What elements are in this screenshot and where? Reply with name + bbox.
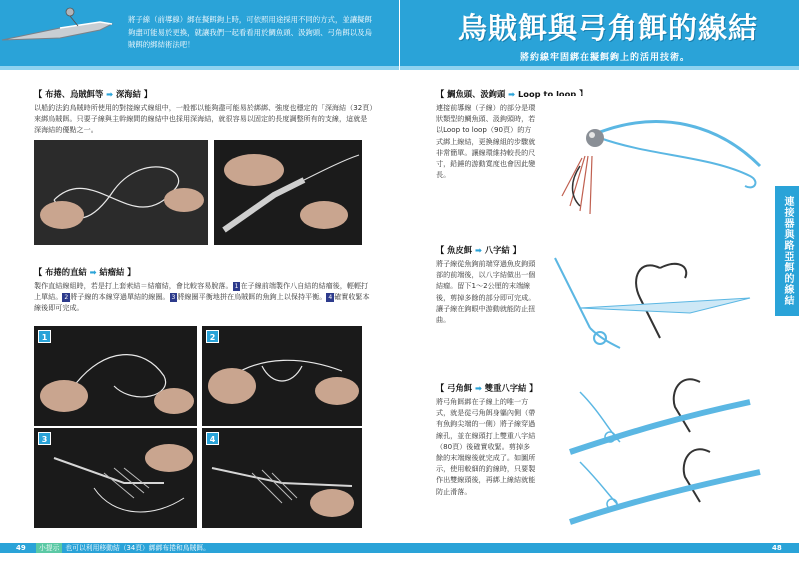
step-badge: 1 — [234, 283, 239, 290]
section-head-suffix: 結瘤結 】 — [96, 267, 136, 277]
tip-badge: 小提示 — [36, 543, 62, 553]
section-head-prefix: 【 弓角餌 — [436, 383, 475, 393]
page-subtitle: 將約線牢固綁在擬餌鉤上的活用技術。 — [520, 53, 691, 63]
step-number-4: 4 — [206, 432, 219, 445]
diagram-loop-to-loop — [540, 96, 770, 226]
arrow-icon: ➡ — [474, 383, 482, 393]
section-head-deep-sea-knot — [34, 88, 152, 100]
section-head-suffix: 雙重八字結 】 — [481, 383, 538, 393]
step-number-1: 1 — [38, 330, 51, 343]
lure-photo — [0, 0, 118, 66]
text-part: 確實收緊本線後即可完成。 — [34, 292, 370, 313]
section-head-stopper-knot — [34, 266, 135, 278]
section-head-double-figure-eight — [436, 382, 537, 394]
arrow-icon: ➡ — [474, 245, 482, 255]
step-number-2: 2 — [206, 330, 219, 343]
section-head-suffix: 八字結 】 — [481, 245, 521, 255]
header-stripe — [0, 66, 399, 70]
section-head-prefix: 【 布捲、烏賊餌等 — [34, 89, 107, 99]
text-part: 將子線的本線穿過單結的線圈。 — [70, 292, 170, 302]
page-number-left: 49 — [16, 544, 26, 552]
text-part: 將線圈平衡地拼在烏賊餌的魚鉤上以保持平衡。 — [177, 292, 327, 302]
chapter-side-tab: 連接器與路亞餌的線結 — [775, 186, 799, 316]
left-page — [0, 0, 399, 567]
photo-loop-knot — [34, 140, 208, 245]
photo-step-1 — [34, 326, 197, 426]
arrow-icon: ➡ — [89, 267, 97, 277]
page-title: 烏賊餌與弓角餌的線結 — [457, 11, 758, 45]
arrow-icon: ➡ — [508, 89, 516, 99]
section-head-prefix: 【 鯛魚頭、汲鉤頭 — [436, 89, 509, 99]
diagram-double-figure-eight — [550, 372, 772, 532]
section-text-deep-sea-knot: 以船釣法釣烏賊時所使用的對接線式線組中，一般都以能夠盡可能易於綁綁、強度也穩定的「深海結（32頁）來綁烏賊餌。只要子線與主幹線間的線結中也採用深海結，就很容易以固定的長度調整所有的支線，這就是深海結的優點之一。 — [34, 103, 373, 135]
right-page — [400, 0, 799, 567]
section-head-suffix: Loop to loop 】 — [515, 89, 588, 99]
section-text-double-figure-eight: 將弓角餌綁在子線上的唯一方式，就是從弓角餌身軀內側（帶有魚鉤尖端的一側）將子線穿過線孔，並在線頭打上雙重八字結（80頁）後確實收緊。剪掉多餘的末端線後就完成了。如圖所示，使用較細的釣線時，只要製作出雙線頭後，再綁上線結就能防止滑落。 — [436, 397, 536, 496]
text-part: 製作直結線組時，若是打上套索結＝結瘤結，會比較容易脫落。 — [34, 281, 233, 290]
photo-step-3 — [34, 428, 197, 528]
step-badge: 4 — [328, 294, 333, 302]
section-text-figure-eight: 將子線從魚鉤前端穿過魚皮鉤頭部的前端後，以八字結做出一個結瘤。留下1～2公厘的末端線後，剪掉多餘的部分即可完成。讓子線在鉤眼中游動就能防止扭曲。 — [436, 259, 536, 325]
step-number-3: 3 — [38, 432, 51, 445]
section-head-figure-eight — [436, 244, 521, 256]
step-badge: 2 — [64, 294, 69, 302]
header-stripe — [400, 66, 799, 70]
photo-lure-knot — [214, 140, 362, 245]
section-text-loop-to-loop: 連接前導線（子線）的部分是環狀類型的鯛魚頭、汲鉤頭時，若以Loop to loop（90頁）的方式綁上線結，更換線組的步驟就非常簡單。讓線環維持較長的尺寸，鉛錘的游動寬度也會因此變長。 — [436, 103, 536, 180]
section-text-stopper-knot — [34, 280, 374, 314]
photo-step-4 — [202, 428, 362, 528]
section-head-prefix: 【 魚皮餌 — [436, 245, 475, 255]
step-badge: 3 — [171, 294, 176, 302]
photo-step-2 — [202, 326, 362, 426]
tip-text: 也可以利用移動結（34頁）綁綁布捲和烏賊餌。 — [65, 544, 210, 552]
arrow-icon: ➡ — [106, 89, 114, 99]
footer-tip — [36, 543, 210, 553]
page-number-right: 48 — [772, 544, 782, 552]
text-part: 在子線前端製作八自結的結瘤後，輕輕打上單結。 — [34, 281, 369, 302]
section-head-prefix: 【 布捲的直結 — [34, 267, 90, 277]
intro-text: 將子線（前導線）綁在擬餌鉤上時，可依照用途採用不同的方式，並讓擬餌夠盡可能易於更換，就讓我們一起看看用於鯛魚頭、汲鉤頭、弓角餌以及烏賊餌的綁結術法吧！ — [128, 15, 372, 49]
diagram-figure-eight — [550, 248, 772, 368]
section-head-suffix: 深海結 】 — [113, 89, 153, 99]
